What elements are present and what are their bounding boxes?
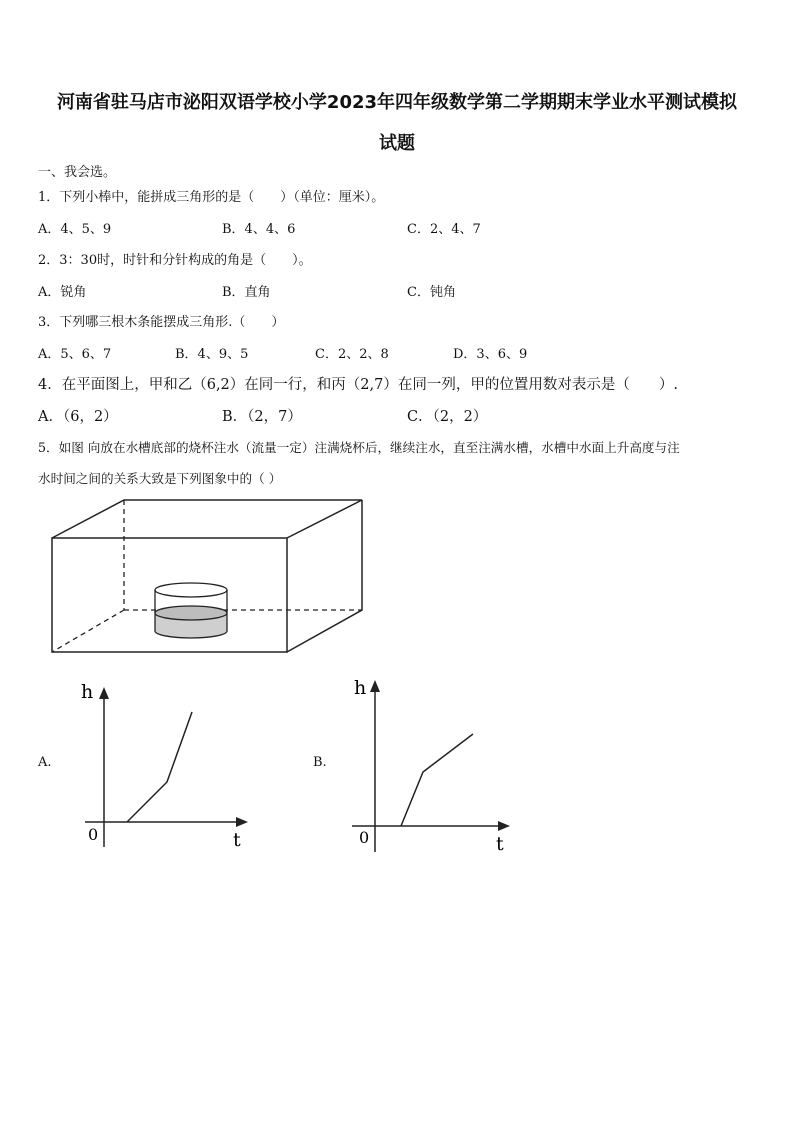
question-2-option-b: B．直角: [222, 285, 271, 300]
question-5-stem-line-1: 5．如图 向放在水槽底部的烧杯注水（流量一定）注满烧杯后，继续注水，直至注满水槽，水槽中水面上升高度与注: [38, 440, 680, 455]
question-5-stem-line-2: 水时间之间的关系大致是下列图象中的（ ）: [38, 471, 282, 486]
question-3-stem: 3．下列哪三根木条能摆成三角形.（ ）: [38, 315, 285, 330]
document-title-line-1: 河南省驻马店市泌阳双语学校小学2023年四年级数学第二学期期末学业水平测试模拟: [56, 92, 738, 113]
graph-b-x-label: t: [496, 833, 504, 855]
question-3-option-b: B．4、9、5: [175, 347, 249, 362]
question-3-option-d: D．3、6、9: [453, 347, 528, 362]
question-4-option-c: C．（2，2）: [407, 409, 488, 425]
question-1-option-b: B．4、4、6: [222, 222, 296, 237]
graph-b-origin: 0: [359, 828, 370, 847]
question-1-stem: 1．下列小棒中，能拼成三角形的是（ ）（单位：厘米）。: [38, 190, 385, 205]
graph-b-y-label: h: [354, 677, 367, 699]
question-3-option-a: A．5、6、7: [38, 347, 112, 362]
question-3-option-c: C．2、2、8: [315, 347, 389, 362]
graph-b-curve: [401, 734, 473, 826]
graph-b-x-arrow: [498, 821, 510, 831]
graph-b-y-arrow: [370, 680, 380, 692]
graph-a-y-label: h: [81, 681, 94, 703]
question-2-option-a: A．锐角: [38, 285, 87, 300]
question-4-option-a: A．（6，2）: [38, 409, 118, 425]
section-heading: 一、我会选。: [38, 165, 117, 180]
graph-a-option-label: A.: [38, 755, 52, 770]
question-4-stem: 4．在平面图上，甲和乙（6,2）在同一行，和丙（2,7）在同一列，甲的位置用数对表示是（ ）.: [38, 377, 678, 393]
document-title-line-2: 试题: [379, 133, 415, 154]
graph-a-origin: 0: [88, 825, 99, 844]
graph-b-option-label: B.: [313, 755, 327, 770]
question-1-option-c: C．2、4、7: [407, 222, 481, 237]
graph-a-x-label: t: [233, 829, 241, 851]
question-2-stem: 2．3：30时，时针和分针构成的角是（ ）。: [38, 253, 312, 268]
question-2-option-c: C．钝角: [407, 285, 456, 300]
question-1-option-a: A．4、5、9: [38, 222, 112, 237]
question-4-option-b: B．（2，7）: [222, 409, 302, 425]
